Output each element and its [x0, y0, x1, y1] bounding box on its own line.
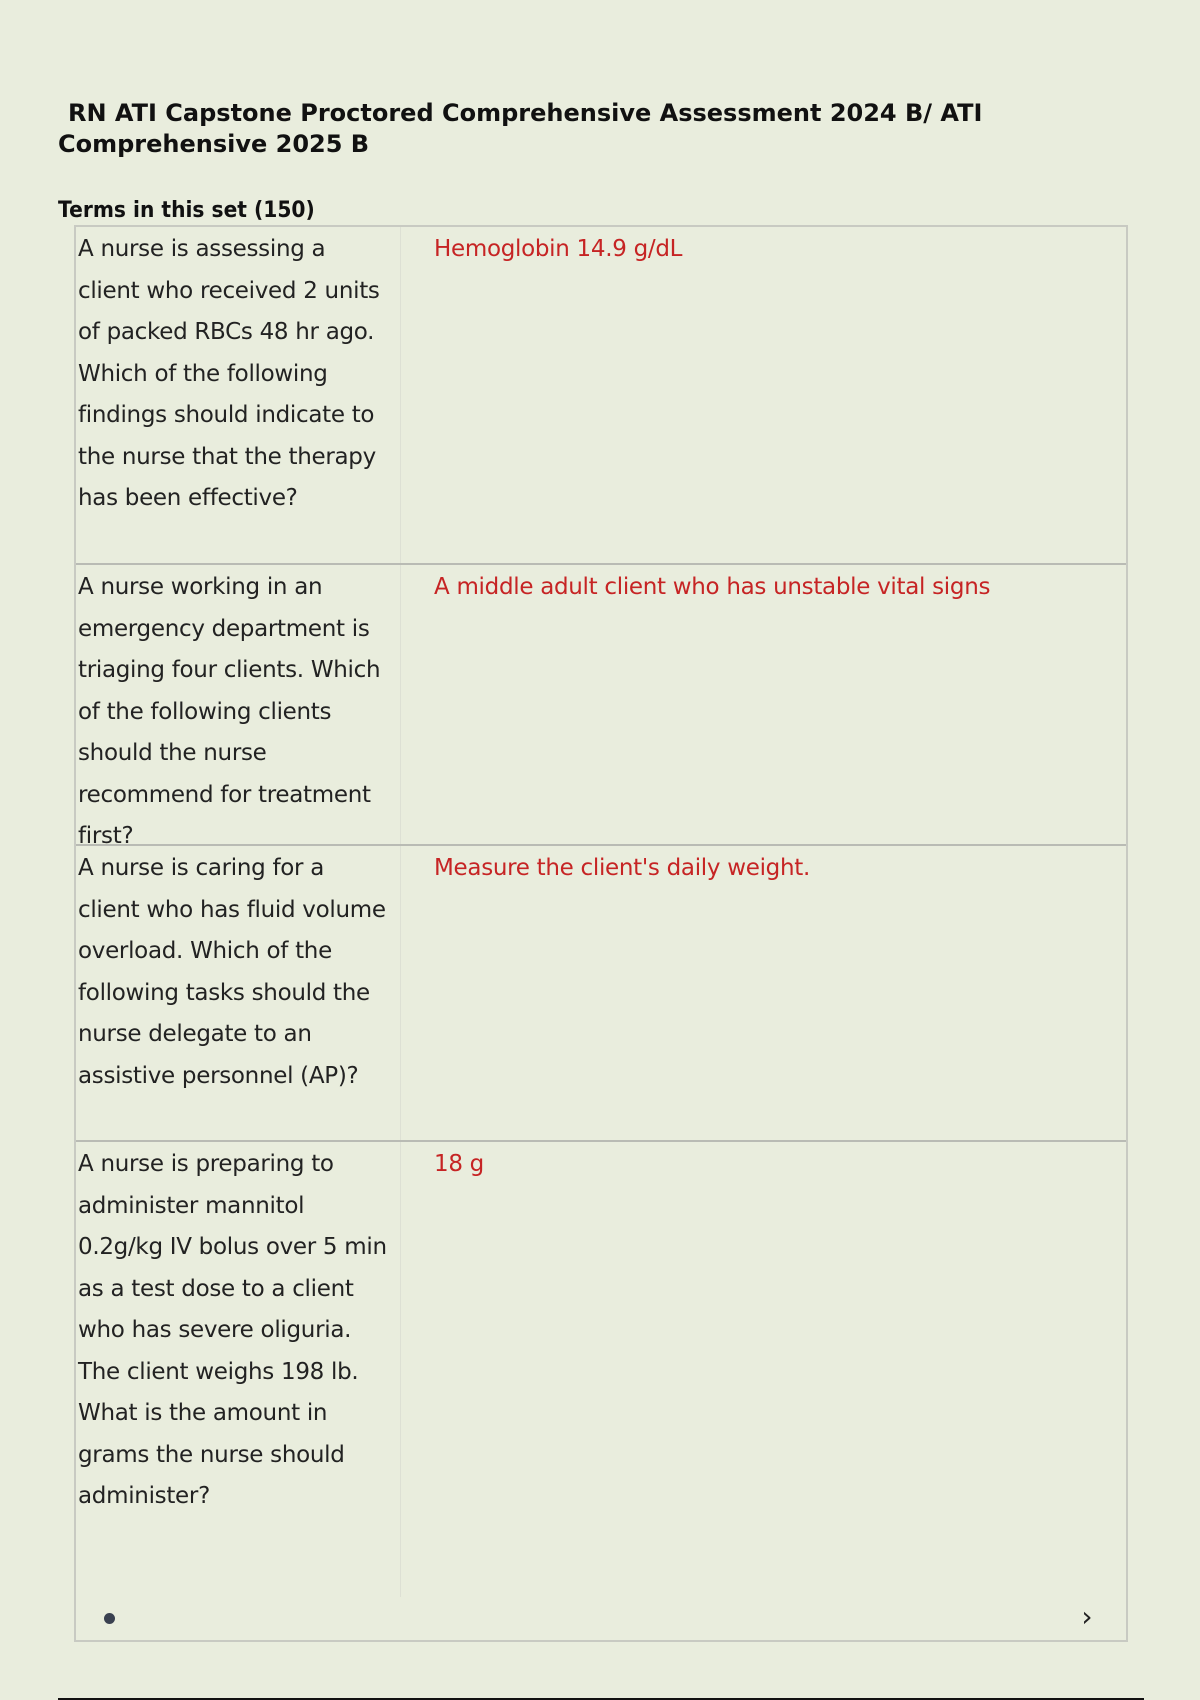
terms-table: [74, 225, 1128, 1642]
column-divider: [400, 565, 401, 844]
column-divider: [400, 227, 401, 563]
term-answer: Hemoglobin 14.9 g/dL: [434, 236, 683, 262]
term-row: [76, 227, 1126, 565]
column-divider: [400, 1142, 401, 1597]
term-question: A nurse working in an emergency department is triaging four clients. Which of the following clients should the nurse recommend for treatment first?: [78, 574, 381, 849]
terms-count-heading: Terms in this set (150): [58, 198, 315, 223]
term-question: A nurse is caring for a client who has fluid volume overload. Which of the following tasks should the nurse delegate to an assistive personnel (AP)?: [78, 855, 386, 1089]
term-answer: A middle adult client who has unstable vital signs: [434, 574, 991, 600]
term-row: [76, 565, 1126, 849]
term-answer: Measure the client's daily weight.: [434, 855, 810, 881]
column-divider: [400, 846, 401, 1140]
term-row: [76, 1142, 1126, 1597]
term-answer: 18 g: [434, 1151, 484, 1177]
chevron-right-icon[interactable]: ›: [1081, 1600, 1093, 1633]
term-question: A nurse is assessing a client who received 2 units of packed RBCs 48 hr ago. Which of the following findings should indicate to the nurse that the therapy has been effective?: [78, 236, 380, 511]
pager: [76, 1597, 1126, 1641]
term-row: [76, 846, 1126, 1142]
document-title: RN ATI Capstone Proctored Comprehensive Assessment 2024 B/ ATI Comprehensive 2025 B: [58, 99, 983, 158]
term-question: A nurse is preparing to administer mannitol 0.2g/kg IV bolus over 5 min as a test dose to a client who has severe oliguria. The client weighs 198 lb. What is the amount in grams the nurse should administer?: [78, 1151, 387, 1509]
dot-icon: [104, 1613, 115, 1624]
